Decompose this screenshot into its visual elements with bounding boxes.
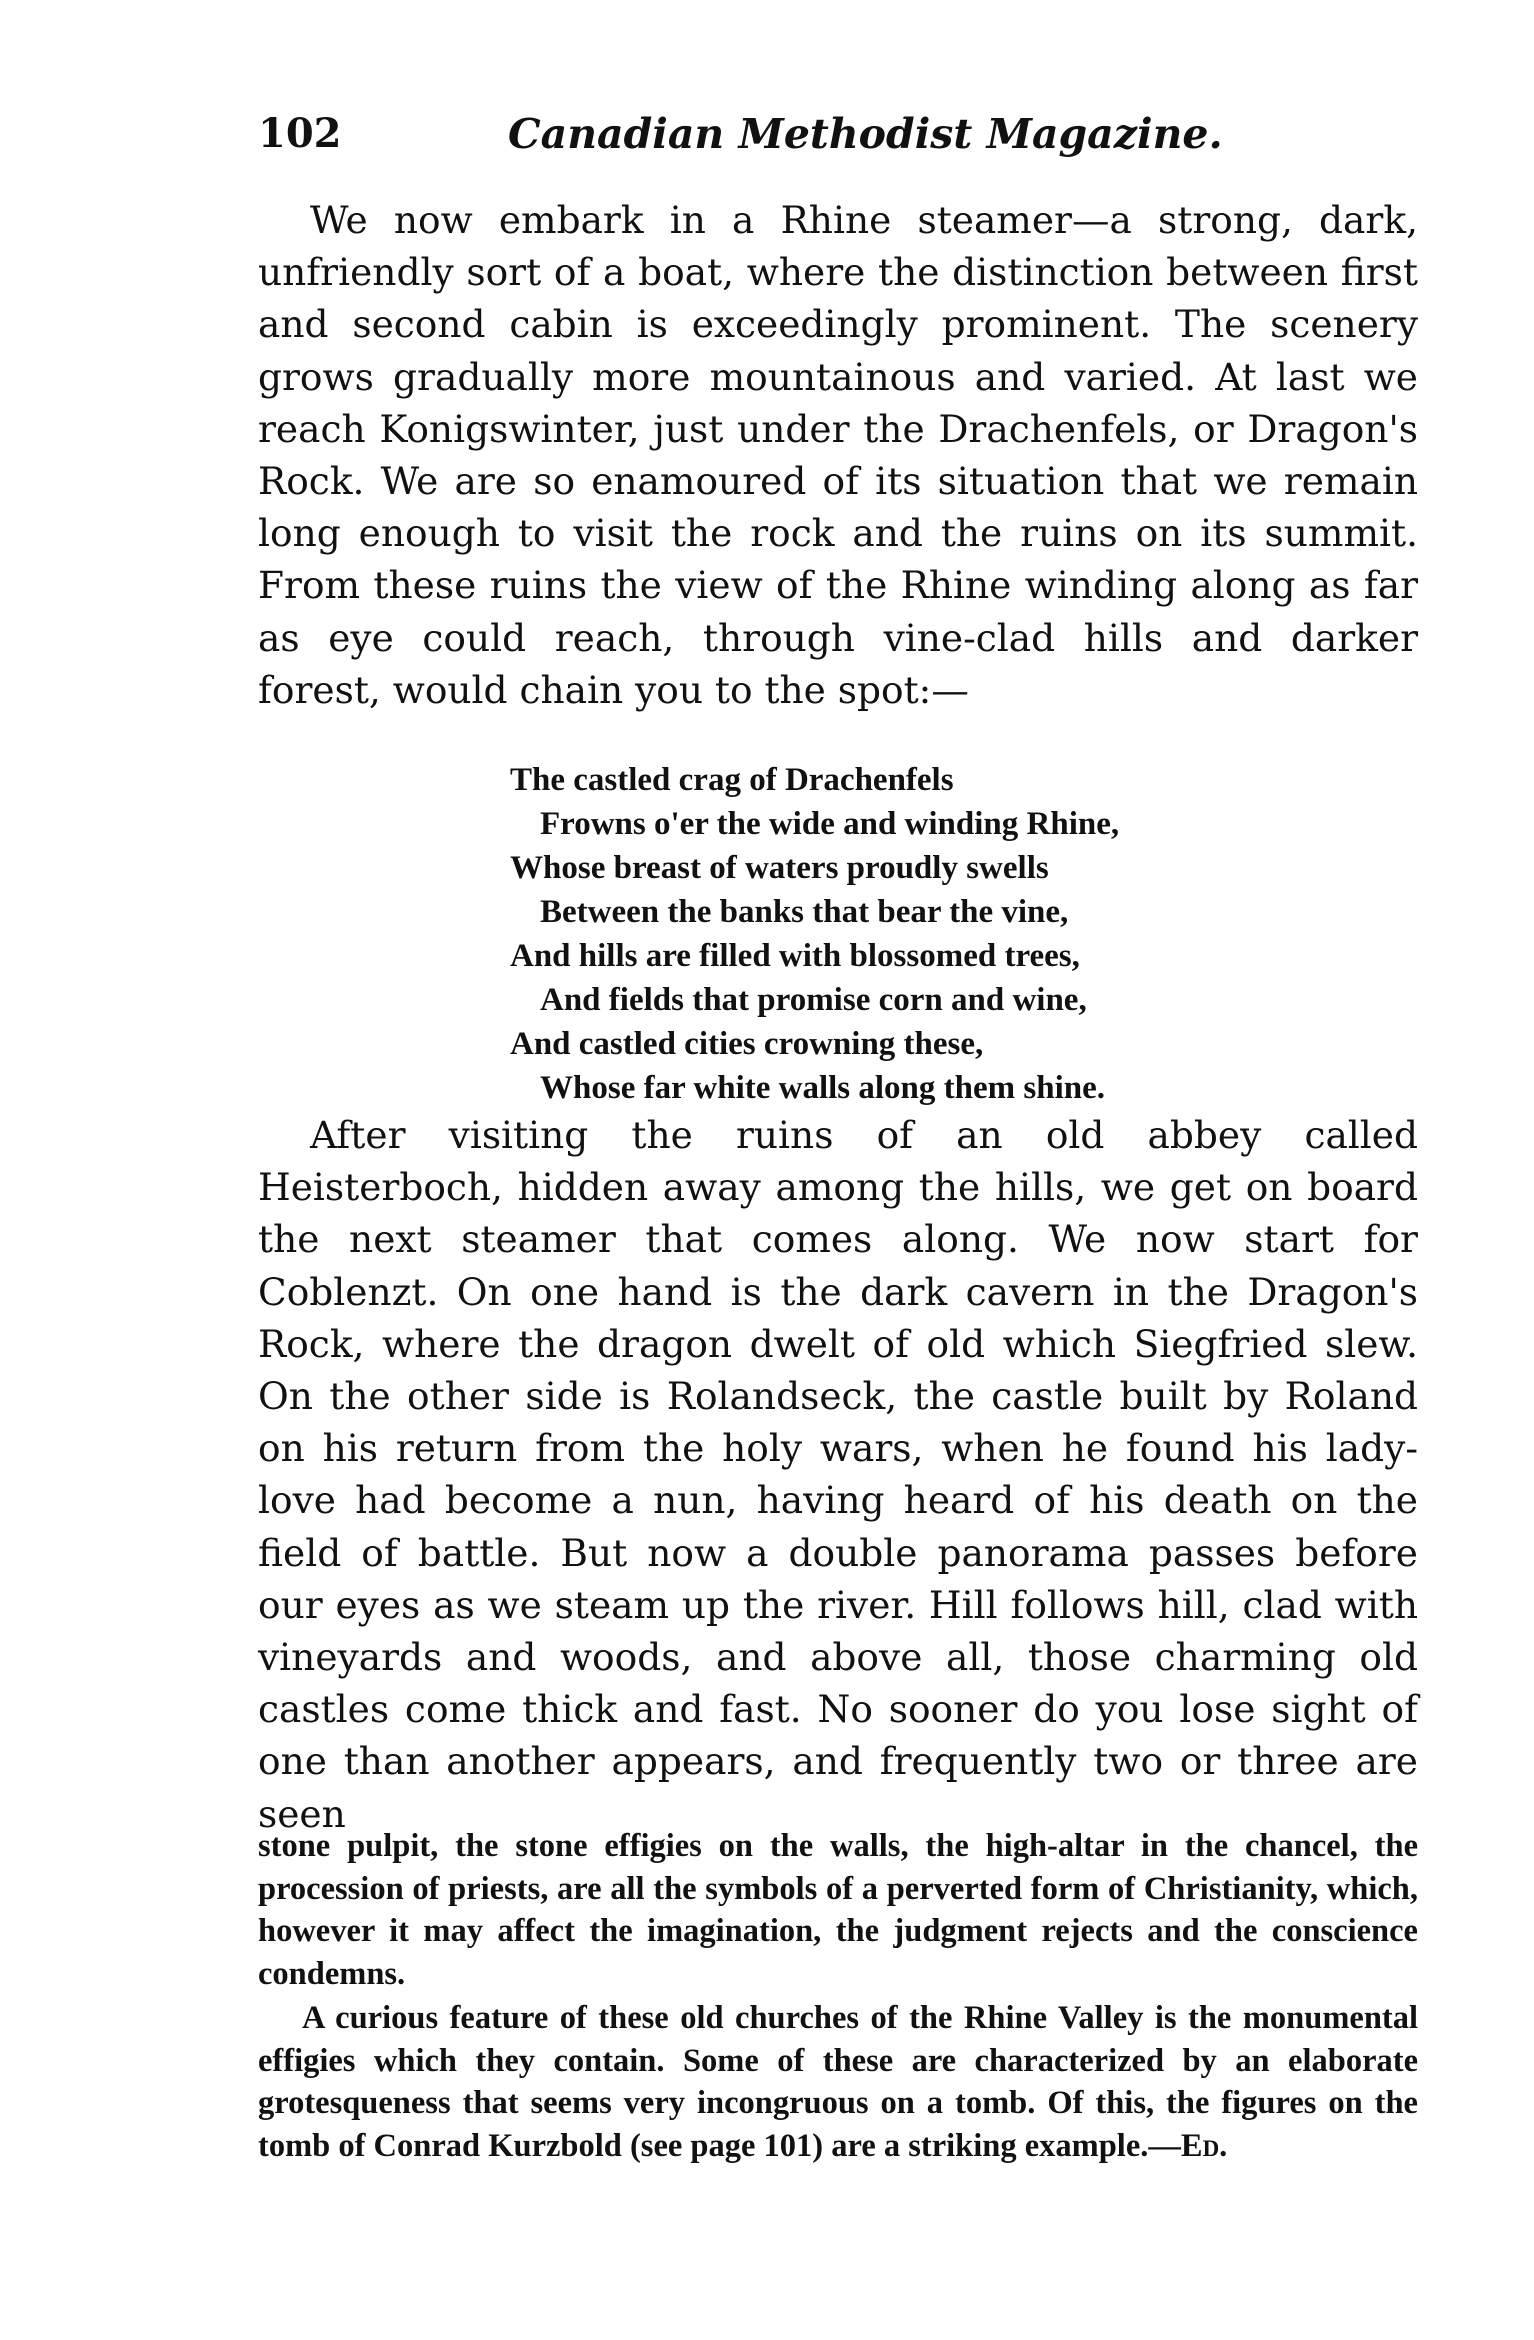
body-paragraph-1 — [258, 194, 1418, 716]
body-paragraph-2 — [258, 1109, 1418, 1840]
poem-line: Frowns o'er the wide and winding Rhine, — [540, 806, 1120, 842]
paragraph-text: We now embark in a Rhine steamer—a strong, dark, unfriendly sort of a boat, where the distinction between first and second cabin is exceedingly prominent. The scenery grows gradually more mountainous and varied. At last we reach Konigswinter, just under the Drachenfels, or Dragon's Rock. We are so enamoured of its situation that we remain long enough to visit the rock and the ruins on its summit. From these ruins the view of the Rhine winding along as far as eye could reach, through vine-clad hills and darker forest, would chain you to the spot:— — [258, 198, 1418, 712]
footnote-text — [258, 1997, 1418, 2167]
footnote-editor-note — [258, 1997, 1418, 2167]
footnote-continuation — [258, 1825, 1418, 1995]
editor-signature: Ed. — [1180, 2127, 1228, 2164]
paragraph-text: After visiting the ruins of an old abbey called Heisterboch, hidden away among the hills, we get on board the next steamer that comes along. We now start for Coblenzt. On one hand is the dark cavern in the Dragon's Rock, where the dragon dwelt of old which Siegfried slew. On the other side is Rolandseck, the castle built by Roland on his return from the holy wars, when he found his lady-love had become a nun, having heard of his death on the field of battle. But now a double panorama passes before our eyes as we steam up the river. Hill follows hill, clad with vineyards and woods, and above all, those charming old castles come thick and fast. No sooner do you lose sight of one than another appears, and frequently two or three are seen — [258, 1113, 1418, 1836]
poem-line: Whose breast of waters proudly swells — [510, 850, 1049, 886]
poem-line: Between the banks that bear the vine, — [540, 894, 1069, 930]
poem-line: The castled crag of Drachenfels — [510, 762, 954, 798]
running-title: Canadian Methodist Magazine. — [508, 110, 1223, 158]
poem-line: And castled cities crowning these, — [510, 1026, 984, 1062]
poem-line: And fields that promise corn and wine, — [540, 982, 1087, 1018]
footnote-body: A curious feature of these old churches of the Rhine Valley is the monumental effigies which they contain. Some of these are characterized by an elaborate grotesqueness that seems very incongruous on a tomb. Of this, the figures on the tomb of Conrad Kurzbold (see page 101) are a striking example.— — [258, 2000, 1418, 2164]
footnote-text: stone pulpit, the stone effigies on the walls, the high-altar in the chancel, the procession of priests, are all the symbols of a perverted form of Christianity, which, however it may affect the imagination, the judgment rejects and the conscience condemns. — [258, 1828, 1418, 1992]
poem-block — [510, 758, 1310, 1110]
poem-line: And hills are filled with blossomed trees, — [510, 938, 1080, 974]
page-header — [258, 110, 1418, 170]
page-number: 102 — [258, 110, 342, 157]
poem-line: Whose far white walls along them shine. — [540, 1070, 1105, 1106]
